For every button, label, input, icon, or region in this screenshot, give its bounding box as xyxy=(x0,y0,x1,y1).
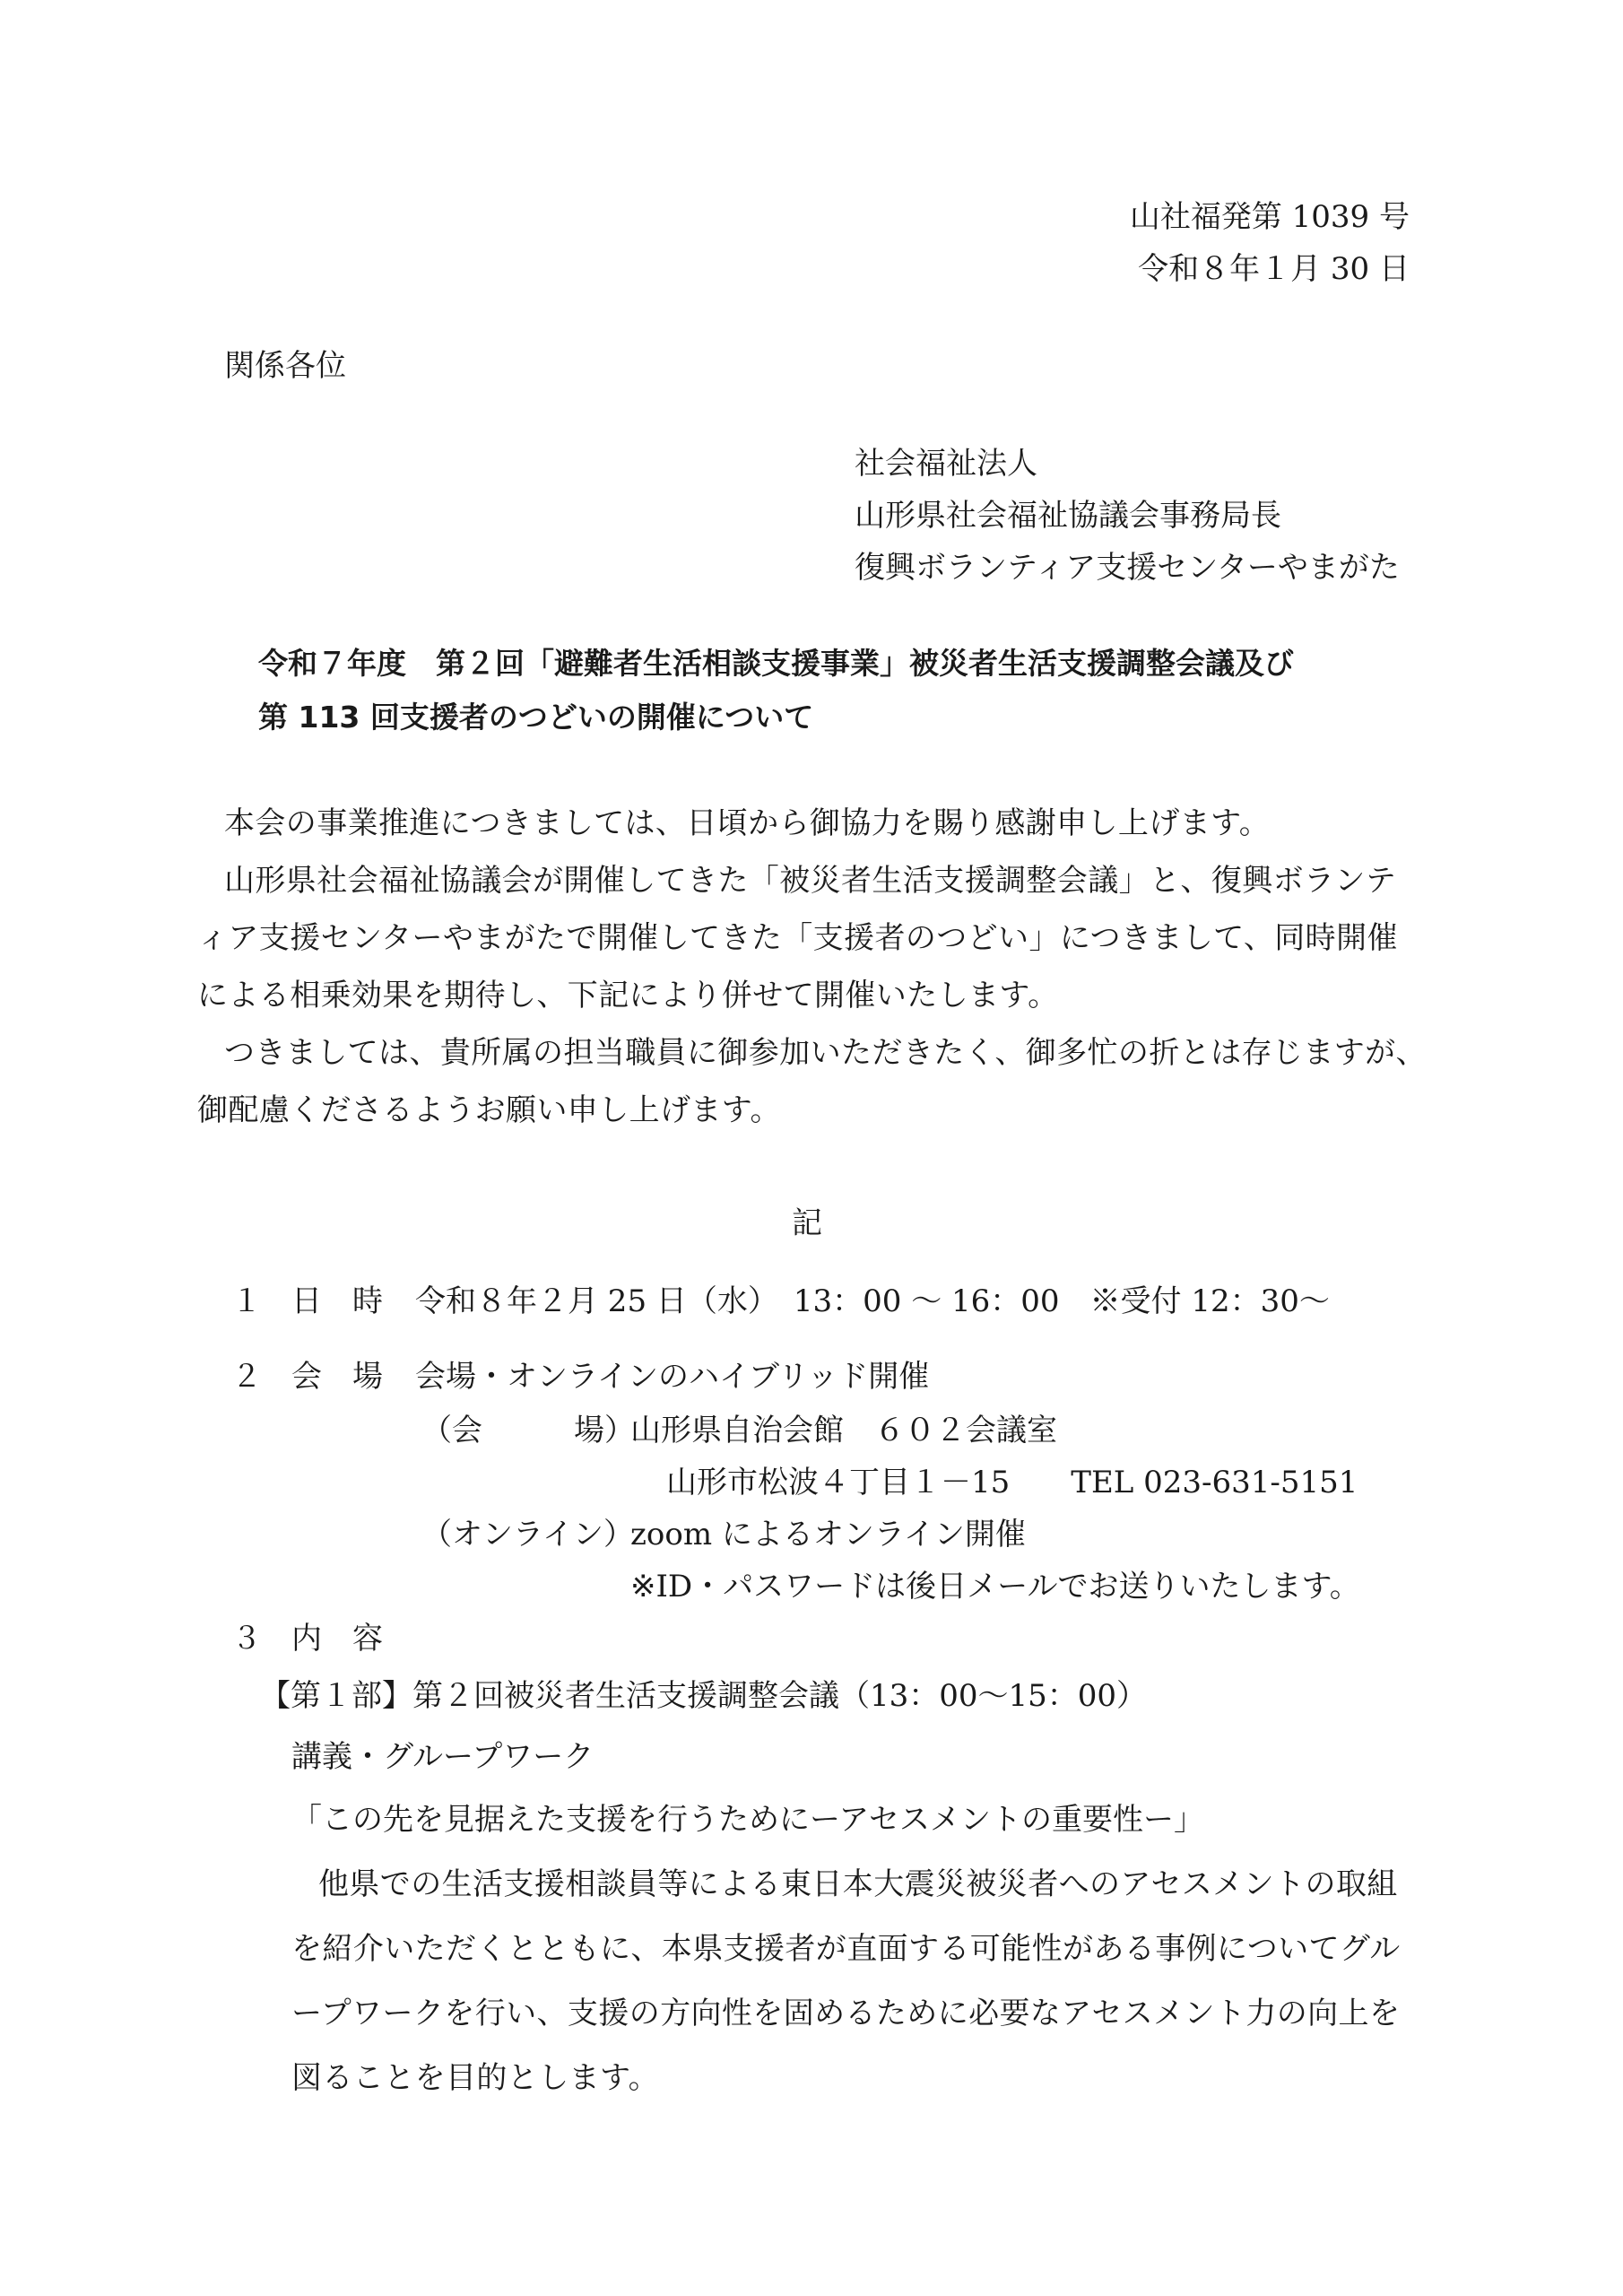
document-title-line1: 令和７年度 第２回「避難者生活相談支援事業」被災者生活支援調整会議及び xyxy=(258,646,1294,681)
venue-address: 山形市松波４丁目１－15 TEL 023-631-5151 xyxy=(666,1465,1358,1500)
item-3-number: ３ xyxy=(231,1621,262,1657)
ki-heading: 記 xyxy=(792,1205,822,1241)
document-title-line2: 第 113 回支援者のつどいの開催について xyxy=(258,700,814,735)
online-note: ※ID・パスワードは後日メールでお送りいたします。 xyxy=(630,1569,1360,1605)
document-date: 令和８年１月 30 日 xyxy=(1138,251,1410,287)
venue-value: 山形県自治会館 ６０２会議室 xyxy=(630,1413,1057,1448)
part1-format: 講義・グループワーク xyxy=(291,1739,595,1775)
addressee: 関係各位 xyxy=(224,348,346,384)
item-1-label: 日 時 xyxy=(291,1283,383,1319)
online-value: zoom によるオンライン開催 xyxy=(630,1517,1026,1552)
part1-description-line1: 他県での生活支援相談員等による東日本大震災被災者へのアセスメントの取組 xyxy=(318,1866,1398,1902)
body-paragraph-2-line1: 山形県社会福祉協議会が開催してきた「被災者生活支援調整会議」と、復興ボランテ xyxy=(224,863,1397,899)
item-2-number: ２ xyxy=(231,1359,262,1395)
item-1-number: １ xyxy=(231,1283,262,1319)
sender-center: 復興ボランティア支援センターやまがた xyxy=(855,550,1400,586)
online-label: （オンライン） xyxy=(421,1517,634,1552)
item-1-value: 令和８年２月 25 日（水） 13：00 ～ 16：00 ※受付 12：30～ xyxy=(415,1283,1330,1319)
body-paragraph-2-line2: ィア支援センターやまがたで開催してきた「支援者のつどい」につきまして、同時開催 xyxy=(197,920,1398,956)
venue-label: （会 場） xyxy=(421,1413,635,1448)
item-2-label: 会 場 xyxy=(291,1359,383,1395)
part1-title: 「この先を見据えた支援を行うためにーアセスメントの重要性ー」 xyxy=(291,1802,1204,1838)
body-paragraph-3-line1: つきましては、貴所属の担当職員に御参加いただきたく、御多忙の折とは存じますが、 xyxy=(224,1035,1427,1071)
item-2-value: 会場・オンラインのハイブリッド開催 xyxy=(415,1359,930,1395)
part1-description-line3: ープワークを行い、支援の方向性を固めるために必要なアセスメント力の向上を xyxy=(291,1996,1401,2031)
body-paragraph-2-line3: による相乗効果を期待し、下記により併せて開催いたします。 xyxy=(197,978,1059,1013)
sender-org-type: 社会福祉法人 xyxy=(855,446,1037,482)
part1-description-line2: を紹介いただくとともに、本県支援者が直面する可能性がある事例についてグル xyxy=(291,1931,1401,1967)
item-3-label: 内 容 xyxy=(291,1621,383,1657)
part1-description-line4: 図ることを目的とします。 xyxy=(291,2060,660,2096)
sender-title: 山形県社会福祉協議会事務局長 xyxy=(855,498,1281,534)
part1-heading: 【第１部】第２回被災者生活支援調整会議（13：00～15：00） xyxy=(260,1678,1148,1714)
body-paragraph-1: 本会の事業推進につきましては、日頃から御協力を賜り感謝申し上げます。 xyxy=(224,805,1271,841)
body-paragraph-3-line2: 御配慮くださるようお願い申し上げます。 xyxy=(197,1092,781,1128)
document-number: 山社福発第 1039 号 xyxy=(1129,199,1410,235)
